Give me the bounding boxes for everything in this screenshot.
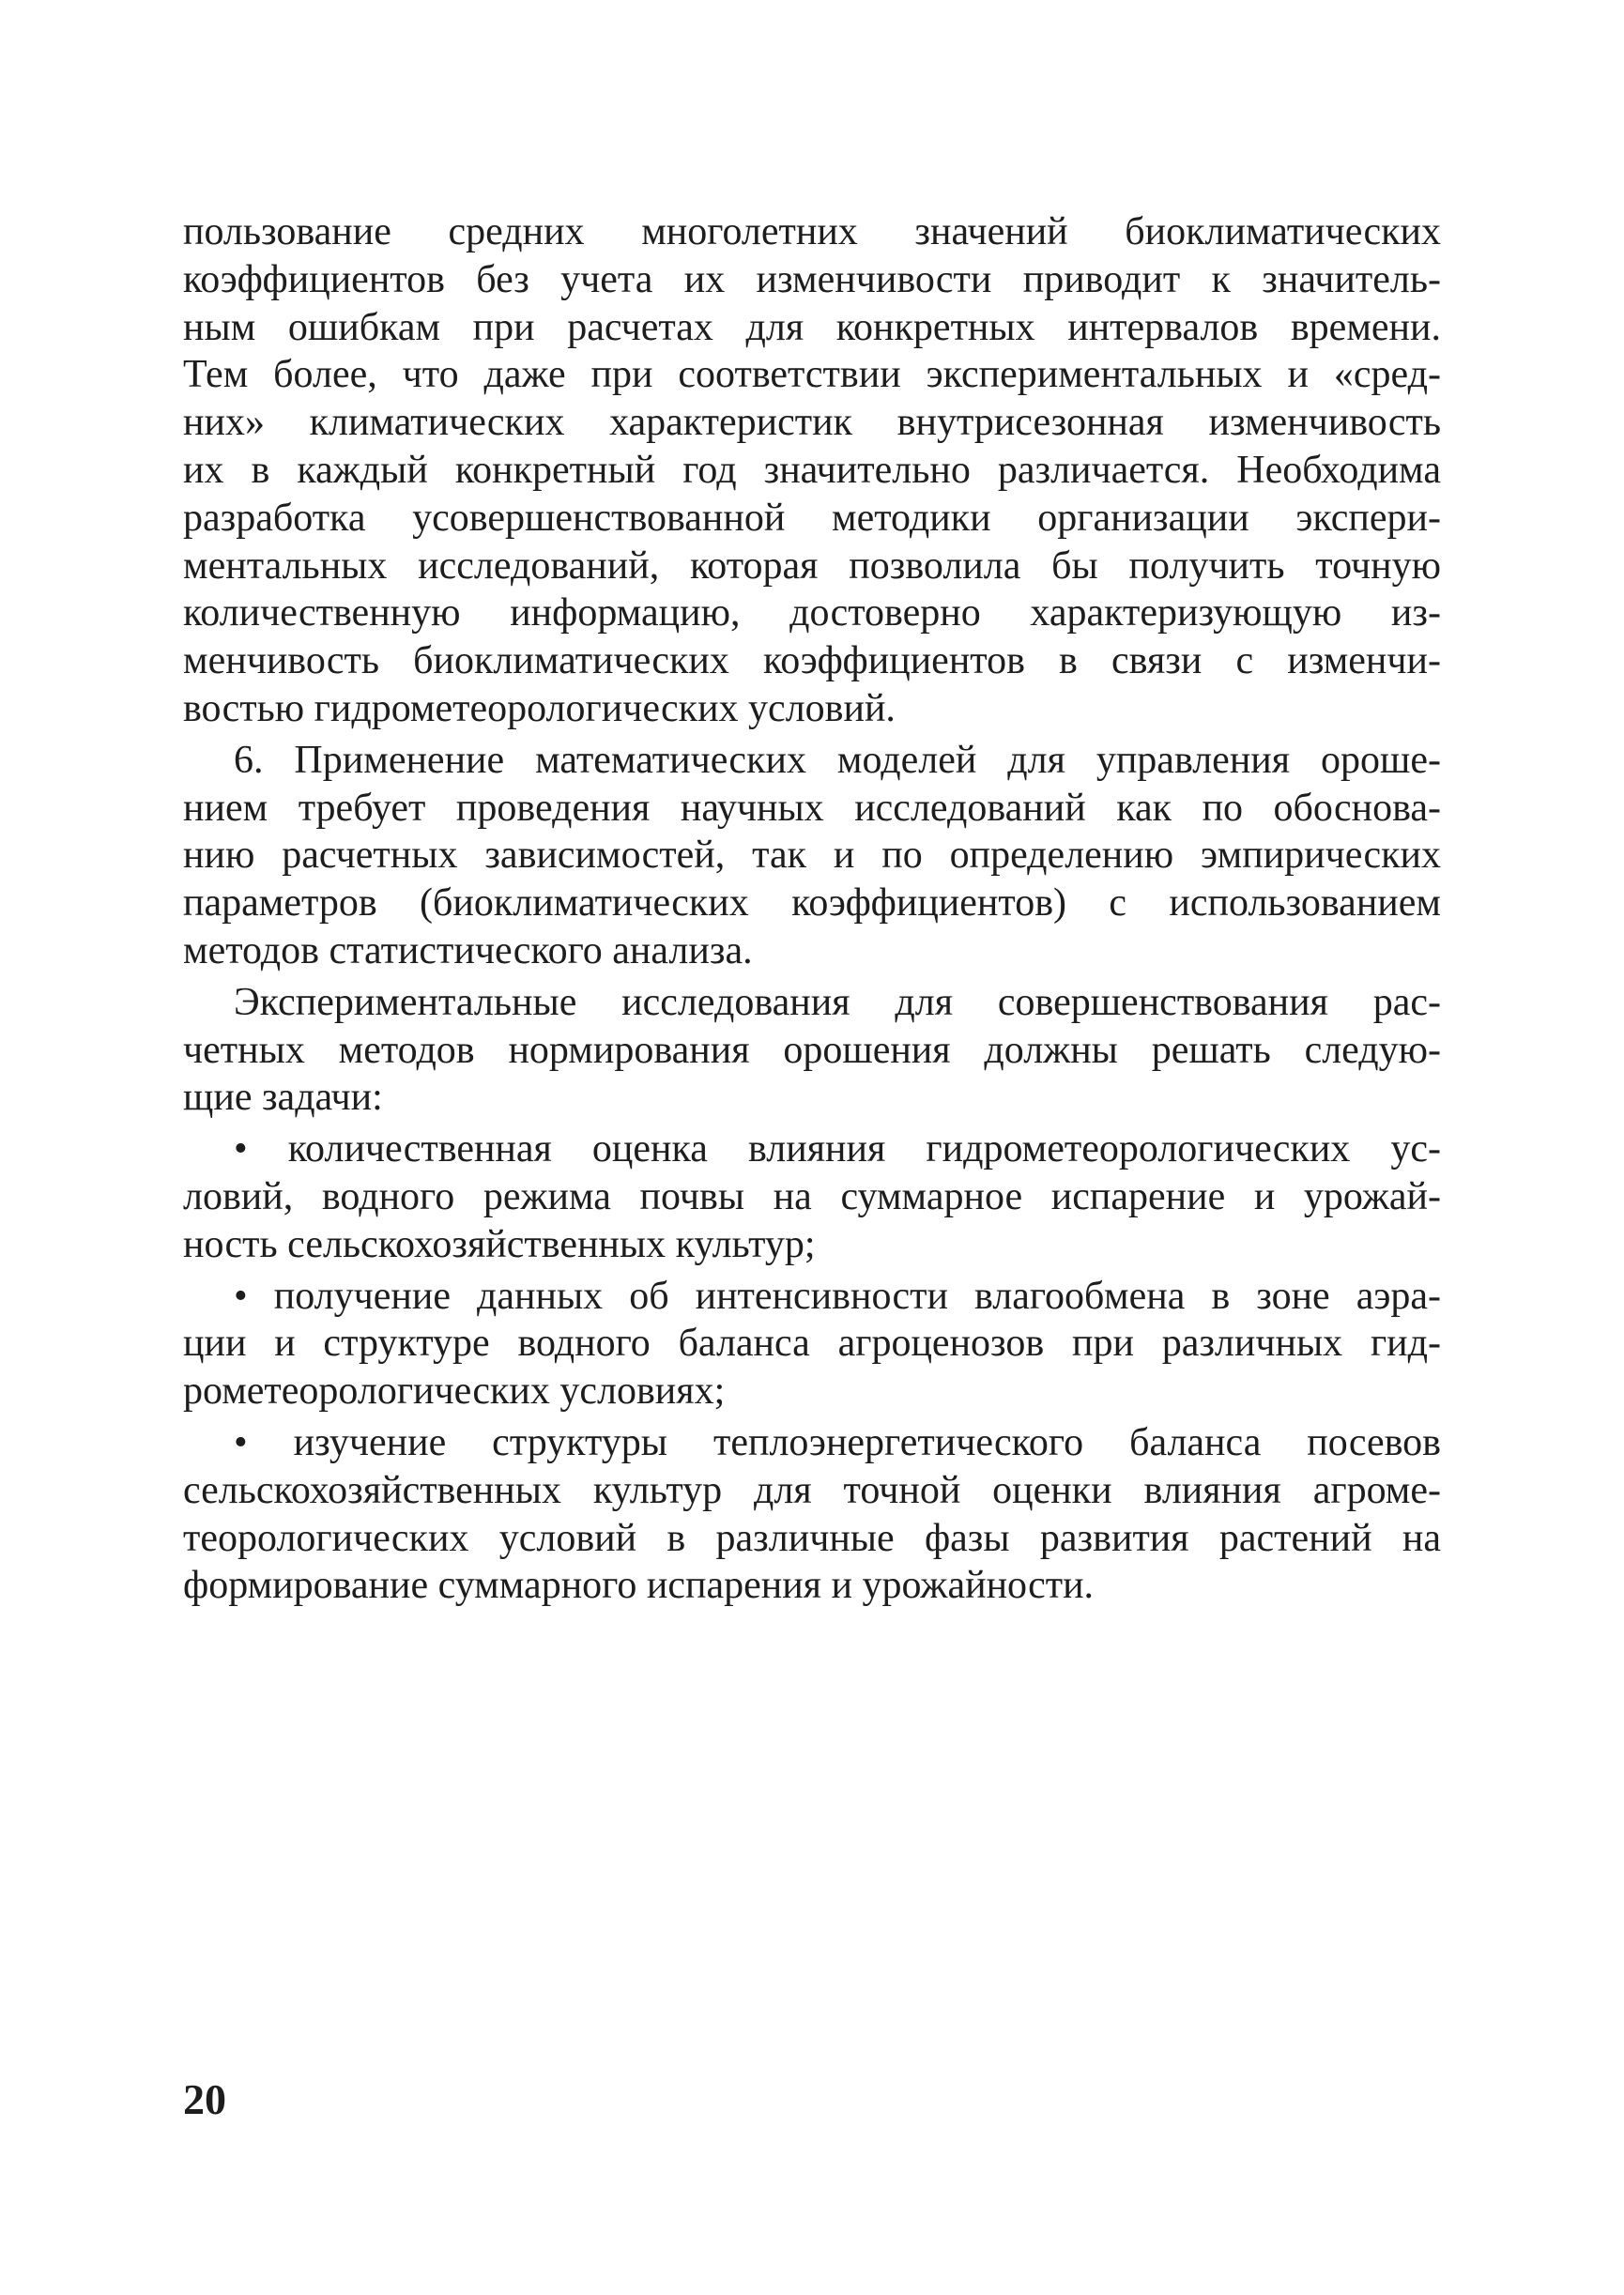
body-text <box>183 208 1441 1614</box>
text-line: формирование суммарного испарения и урожайности. <box>183 1564 1095 1608</box>
text-line: востью гидрометеорологических условий. <box>183 686 896 730</box>
paragraph-p1 <box>183 208 1441 733</box>
text-line: методов статистического анализа. <box>183 928 753 972</box>
text-line: разработка усовершенствованной методики организации экспери- <box>183 496 1441 540</box>
text-line: теорологических условий в различные фазы развития растений на <box>183 1516 1441 1560</box>
text-line: параметров (биоклиматических коэффициентов) с использованием <box>183 881 1441 926</box>
text-line: нию расчетных зависимостей, так и по определению эмпирических <box>183 834 1441 878</box>
paragraph-p5 <box>183 1273 1441 1415</box>
text-line: • изучение структуры теплоэнергетического баланса посевов <box>234 1420 1441 1464</box>
text-line: Экспериментальные исследования для совершенствования рас- <box>234 980 1441 1024</box>
text-line: ным ошибкам при расчетах для конкретных интервалов времени. <box>183 305 1441 349</box>
text-line: Тем более, что даже при соответствии экспериментальных и «сред- <box>183 353 1441 397</box>
text-line: щие задачи: <box>183 1076 383 1120</box>
text-line: количественную информацию, достоверно характеризующую из- <box>183 591 1441 635</box>
text-line: нием требует проведения научных исследований как по обоснова- <box>183 786 1441 830</box>
text-line: менчивость биоклиматических коэффициентов в связи с изменчи- <box>183 639 1441 683</box>
text-line: ментальных исследований, которая позволила бы получить точную <box>183 543 1441 588</box>
text-line: ность сельскохозяйственных культур; <box>183 1222 816 1266</box>
text-line: четных методов нормирования орошения должны решать следую- <box>183 1028 1441 1072</box>
text-line: них» климатических характеристик внутрисезонная изменчивость <box>183 401 1441 445</box>
text-line: ции и структуре водного баланса агроценозов при различных гид- <box>183 1322 1441 1366</box>
text-line: рометеорологических условиях; <box>183 1369 726 1414</box>
text-line: коэффициентов без учета их изменчивости приводит к значитель- <box>183 257 1441 301</box>
text-line: • получение данных об интенсивности влагообмена в зоне аэра- <box>234 1274 1441 1318</box>
text-line: ловий, водного режима почвы на суммарное испарение и урожай- <box>183 1174 1441 1218</box>
text-line: сельскохозяйственных культур для точной оценки влияния агроме- <box>183 1468 1441 1512</box>
paragraph-p3 <box>183 979 1441 1122</box>
text-line: 6. Применение математических моделей для управления ороше- <box>234 738 1441 782</box>
paragraph-p4 <box>183 1125 1441 1268</box>
paragraph-p2 <box>183 737 1441 975</box>
text-line: • количественная оценка влияния гидрометеорологических ус- <box>234 1127 1441 1171</box>
text-line: их в каждый конкретный год значительно различается. Необходима <box>183 448 1441 492</box>
paragraph-p6 <box>183 1419 1441 1610</box>
page-number: 20 <box>183 2075 226 2123</box>
text-line: пользование средних многолетних значений биоклиматических <box>183 210 1441 253</box>
